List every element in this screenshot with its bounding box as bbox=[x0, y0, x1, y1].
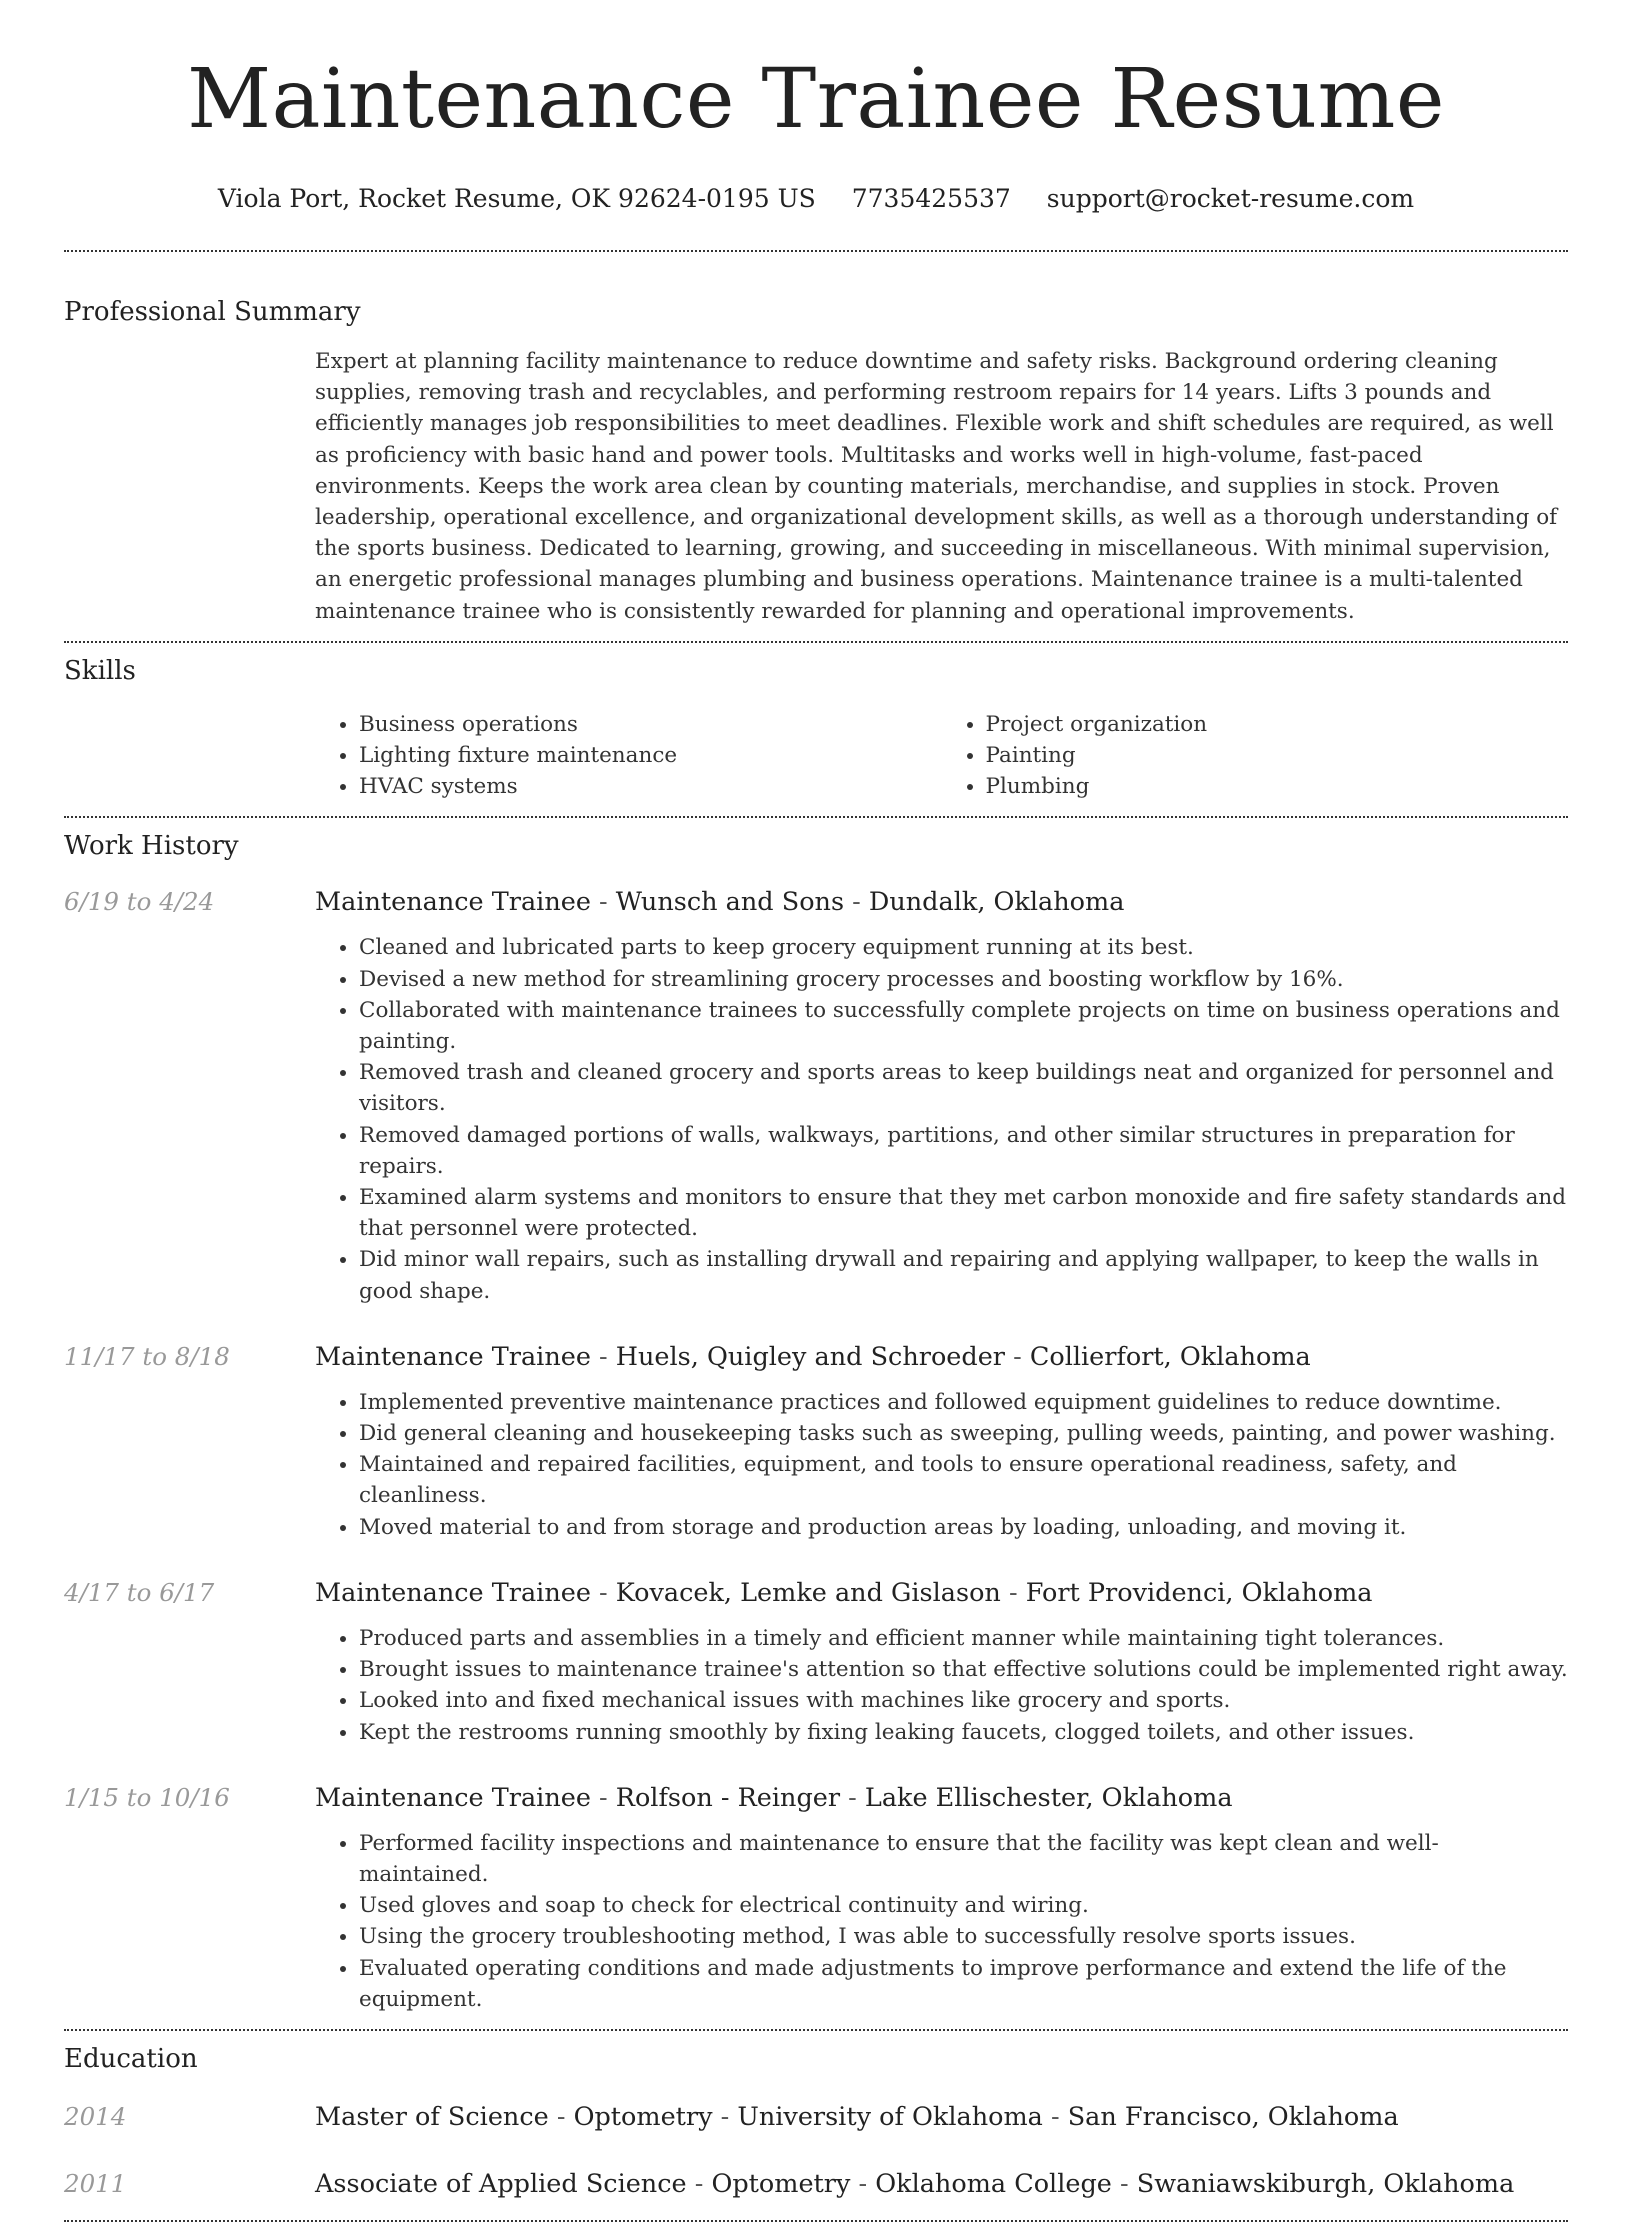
education-school: University of Oklahoma bbox=[737, 2101, 1043, 2132]
job-company: Wunsch and Sons bbox=[615, 887, 845, 918]
summary-content bbox=[315, 346, 1568, 627]
contact-address: Viola Port, Rocket Resume, OK 92624-0195 US bbox=[217, 184, 816, 213]
skills-grid bbox=[315, 709, 1568, 803]
job-bullet: • Looked into and fixed mechanical issues with machines like grocery and sports. bbox=[359, 1685, 1568, 1716]
job-bullet: • Maintained and repaired facilities, equipment, and tools to ensure operational readiness, safety, and cleanliness. bbox=[359, 1449, 1568, 1511]
job-bullet: • Brought issues to maintenance trainee's attention so that effective solutions could be implemented right away. bbox=[359, 1654, 1568, 1685]
education-date: 2014 bbox=[64, 2101, 127, 2131]
job-bullet: • Produced parts and assemblies in a timely and efficient manner while maintaining tight tolerances. bbox=[359, 1623, 1568, 1654]
job-bullet: • Kept the restrooms running smoothly by fixing leaking faucets, clogged toilets, and other issues. bbox=[359, 1717, 1568, 1748]
education-entry bbox=[64, 2101, 1568, 2133]
skill-item: • Painting bbox=[986, 740, 1569, 771]
job-bullet: • Evaluated operating conditions and made adjustments to improve performance and extend the life of the equipment. bbox=[359, 1953, 1568, 2015]
job-bullet: • Devised a new method for streamlining grocery processes and boosting workflow by 16%. bbox=[359, 964, 1568, 995]
job-bullet: • Performed facility inspections and maintenance to ensure that the facility was kept clean and well-maintained. bbox=[359, 1828, 1568, 1890]
education-heading: Associate of Applied Science - Optometry - Oklahoma College - Swaniawskiburgh, Oklahoma bbox=[315, 2168, 1515, 2199]
job-bullet: • Cleaned and lubricated parts to keep grocery equipment running at its best. bbox=[359, 932, 1568, 963]
education-section bbox=[64, 2043, 1568, 2200]
skill-item: • HVAC systems bbox=[359, 771, 942, 802]
job-bullet: • Removed trash and cleaned grocery and sports areas to keep buildings neat and organized for personnel and visitors. bbox=[359, 1057, 1568, 1119]
job-title: Maintenance Trainee bbox=[315, 1341, 591, 1372]
education-degree: Associate of Applied Science bbox=[315, 2168, 687, 2199]
section-title-skills: Skills bbox=[64, 655, 136, 686]
job-bullet: • Did general cleaning and housekeeping tasks such as sweeping, pulling weeds, painting, and power washing. bbox=[359, 1418, 1568, 1449]
divider bbox=[64, 641, 1568, 643]
divider bbox=[64, 2029, 1568, 2031]
divider bbox=[64, 816, 1568, 818]
divider bbox=[64, 250, 1568, 252]
job-bullet: • Removed damaged portions of walls, walkways, partitions, and other similar structures in preparation for repairs. bbox=[359, 1120, 1568, 1182]
job-date: 1/15 to 10/16 bbox=[64, 1782, 230, 1812]
job-body bbox=[315, 1782, 1568, 2015]
section-title-work: Work History bbox=[64, 831, 239, 862]
skill-item: • Project organization bbox=[986, 709, 1569, 740]
job-heading: Maintenance Trainee - Kovacek, Lemke and Gislason - Fort Providenci, Oklahoma bbox=[315, 1577, 1373, 1608]
job-location: Fort Providenci, Oklahoma bbox=[1025, 1577, 1373, 1608]
job-bullet: • Moved material to and from storage and production areas by loading, unloading, and moving it. bbox=[359, 1512, 1568, 1543]
education-degree: Master of Science bbox=[315, 2101, 549, 2132]
work-section bbox=[64, 830, 1568, 2014]
job-entry bbox=[64, 1341, 1568, 1543]
contact-email: support@rocket-resume.com bbox=[1046, 184, 1415, 213]
education-school: Oklahoma College bbox=[875, 2168, 1112, 2199]
job-title: Maintenance Trainee bbox=[315, 887, 591, 918]
education-field: Optometry bbox=[711, 2168, 851, 2199]
contact-phone: 7735425537 bbox=[851, 184, 1011, 213]
education-entry bbox=[64, 2168, 1568, 2200]
job-bullet: • Using the grocery troubleshooting method, I was able to successfully resolve sports issues. bbox=[359, 1921, 1568, 1952]
summary-section bbox=[64, 296, 1568, 627]
job-company: Kovacek, Lemke and Gislason bbox=[615, 1577, 1001, 1608]
education-heading: Master of Science - Optometry - University of Oklahoma - San Francisco, Oklahoma bbox=[315, 2101, 1399, 2132]
summary-text: Expert at planning facility maintenance to reduce downtime and safety risks. Background ordering cleaning supplies, removing trash and recyclables, and performing restroom repairs for 14 years. Lifts 3 pounds and efficiently manages job responsibilities to meet deadlines. Flexible work and shift schedules are required, as well as proficiency with basic hand and power tools. Multitasks and works well in high-volume, fast-paced environments. Keeps the work area clean by counting materials, merchandise, and supplies in stock. Proven leadership, operational excellence, and organizational development skills, as well as a thorough understanding of the sports business. Dedicated to learning, growing, and succeeding in miscellaneous. With minimal supervision, an energetic professional manages plumbing and business operations. Maintenance trainee is a multi-talented maintenance trainee who is consistently rewarded for planning and operational improvements. bbox=[315, 349, 1558, 624]
job-heading: Maintenance Trainee - Huels, Quigley and Schroeder - Collierfort, Oklahoma bbox=[315, 1341, 1311, 1372]
job-heading: Maintenance Trainee - Rolfson - Reinger - Lake Ellischester, Oklahoma bbox=[315, 1782, 1233, 1813]
job-bullet: • Implemented preventive maintenance practices and followed equipment guidelines to reduce downtime. bbox=[359, 1387, 1568, 1418]
section-title-summary: Professional Summary bbox=[64, 297, 361, 327]
job-body bbox=[315, 886, 1568, 1306]
job-company: Huels, Quigley and Schroeder bbox=[615, 1341, 1005, 1372]
resume-title: Maintenance Trainee Resume bbox=[187, 52, 1445, 147]
job-bullet: • Examined alarm systems and monitors to ensure that they met carbon monoxide and fire safety standards and that personnel were protected. bbox=[359, 1182, 1568, 1244]
job-bullet: • Collaborated with maintenance trainees to successfully complete projects on time on business operations and painting. bbox=[359, 995, 1568, 1057]
contact-line bbox=[0, 184, 1632, 214]
job-location: Collierfort, Oklahoma bbox=[1029, 1341, 1311, 1372]
education-body bbox=[315, 2101, 1568, 2133]
skill-item: • Plumbing bbox=[986, 771, 1569, 802]
skill-item: • Lighting fixture maintenance bbox=[359, 740, 942, 771]
job-date: 11/17 to 8/18 bbox=[64, 1341, 230, 1371]
job-location: Dundalk, Oklahoma bbox=[868, 887, 1125, 918]
skills-list-left bbox=[315, 709, 942, 803]
education-field: Optometry bbox=[573, 2101, 713, 2132]
skills-section bbox=[64, 655, 1568, 803]
job-entry bbox=[64, 1782, 1568, 2015]
job-bullets bbox=[315, 932, 1568, 1306]
section-title-education: Education bbox=[64, 2043, 198, 2074]
job-bullet: • Did minor wall repairs, such as installing drywall and repairing and applying wallpaper, to keep the walls in good shape. bbox=[359, 1244, 1568, 1306]
job-entry bbox=[64, 1577, 1568, 1748]
education-location: Swaniawskiburgh, Oklahoma bbox=[1136, 2168, 1515, 2199]
job-location: Lake Ellischester, Oklahoma bbox=[864, 1782, 1233, 1813]
job-title: Maintenance Trainee bbox=[315, 1782, 591, 1813]
job-date: 6/19 to 4/24 bbox=[64, 887, 215, 917]
education-body bbox=[315, 2168, 1568, 2200]
job-bullets bbox=[315, 1387, 1568, 1543]
job-bullets bbox=[315, 1828, 1568, 2015]
job-date: 4/17 to 6/17 bbox=[64, 1577, 215, 1607]
job-bullet: • Used gloves and soap to check for electrical continuity and wiring. bbox=[359, 1890, 1568, 1921]
job-title: Maintenance Trainee bbox=[315, 1577, 591, 1608]
job-body bbox=[315, 1341, 1568, 1543]
job-entry bbox=[64, 886, 1568, 1306]
skills-list-right bbox=[942, 709, 1569, 803]
job-heading: Maintenance Trainee - Wunsch and Sons - Dundalk, Oklahoma bbox=[315, 887, 1125, 918]
education-location: San Francisco, Oklahoma bbox=[1067, 2101, 1399, 2132]
job-bullets bbox=[315, 1623, 1568, 1748]
job-company: Rolfson - Reinger bbox=[615, 1782, 841, 1813]
job-body bbox=[315, 1577, 1568, 1748]
education-date: 2011 bbox=[64, 2168, 127, 2198]
skill-item: • Business operations bbox=[359, 709, 942, 740]
